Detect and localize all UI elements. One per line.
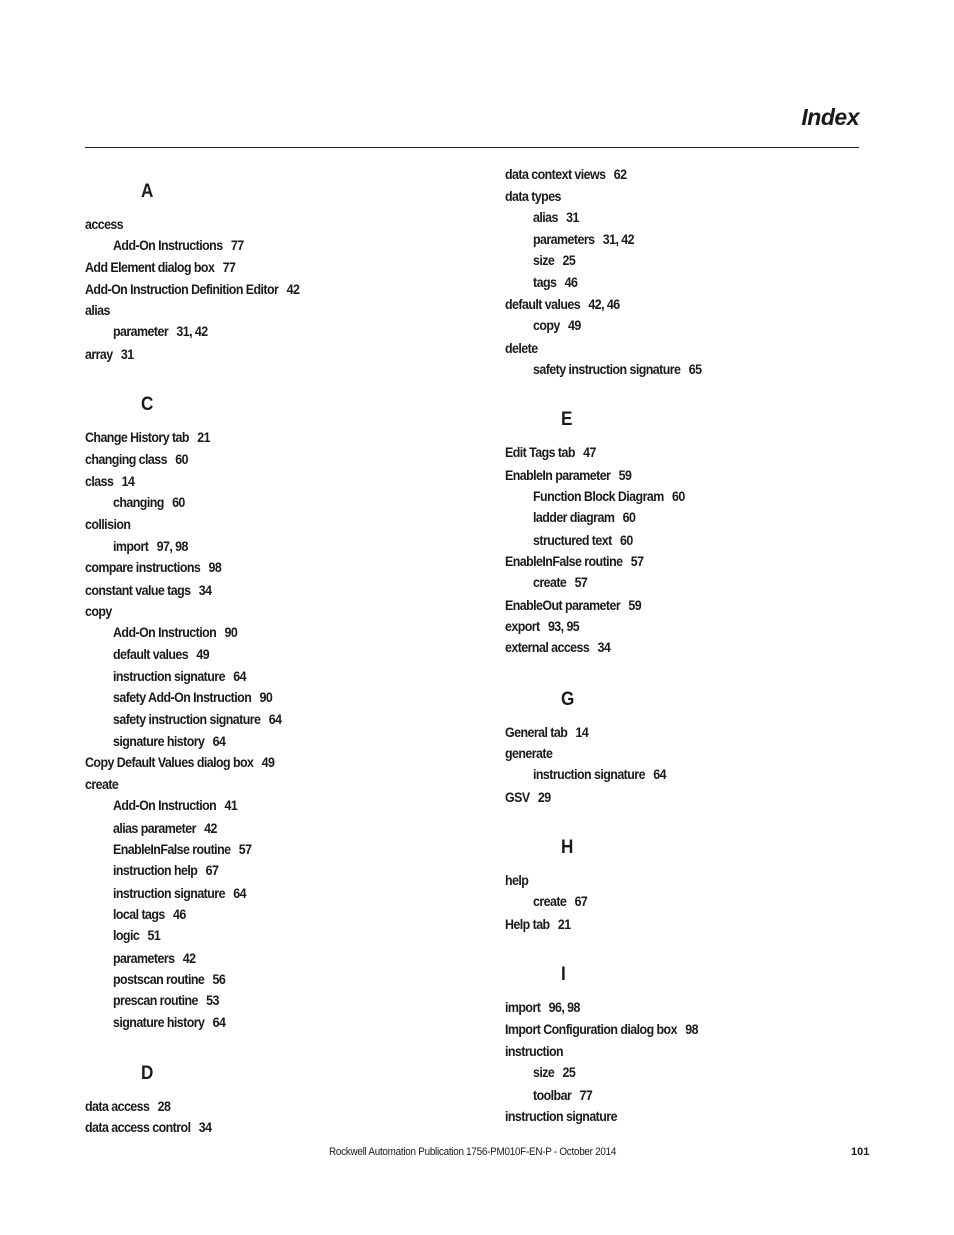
page-title: Index <box>801 104 859 130</box>
index-entry <box>505 598 641 614</box>
index-page-ref[interactable]: 21 <box>197 430 210 445</box>
index-entry <box>85 282 299 298</box>
index-term: data access <box>85 1099 150 1114</box>
index-term: Add Element dialog box <box>85 260 215 275</box>
index-entry <box>505 619 579 635</box>
index-term: data access control <box>85 1120 191 1135</box>
index-term: constant value tags <box>85 583 191 598</box>
index-page-ref[interactable]: 98 <box>208 560 222 575</box>
index-term: array <box>85 347 113 362</box>
index-term: Help tab <box>505 917 550 932</box>
index-term: tags <box>533 275 557 290</box>
index-term: create <box>533 894 567 909</box>
index-term: instruction <box>505 1044 564 1059</box>
index-term: copy <box>533 318 560 333</box>
index-page-ref[interactable]: 77 <box>230 238 244 253</box>
index-term: Change History tab <box>85 430 189 445</box>
index-entry <box>505 468 631 484</box>
index-page-ref[interactable]: 77 <box>222 260 236 275</box>
index-page-ref[interactable]: 41 <box>224 798 238 813</box>
index-subentry <box>113 842 251 858</box>
index-term: instruction signature <box>113 669 225 684</box>
index-page-ref[interactable]: 49 <box>196 647 210 662</box>
index-page-ref[interactable]: 31, 42 <box>176 324 208 339</box>
index-page-ref[interactable]: 31 <box>566 210 579 225</box>
index-subentry <box>113 712 281 728</box>
index-page-ref[interactable]: 46 <box>564 275 578 290</box>
index-entry <box>85 583 211 599</box>
index-term: alias <box>85 303 110 318</box>
index-page-ref[interactable]: 51 <box>147 928 161 943</box>
index-page-ref[interactable]: 64 <box>268 712 282 727</box>
index-page-ref[interactable]: 34 <box>597 640 611 655</box>
index-section-letter: C <box>141 394 154 415</box>
index-term: data context views <box>505 167 606 182</box>
index-term: logic <box>113 928 140 943</box>
index-term: EnableIn parameter <box>505 468 611 483</box>
index-subentry <box>113 993 219 1009</box>
index-subentry <box>113 972 225 988</box>
index-term: instruction signature <box>505 1109 617 1124</box>
index-page-ref[interactable]: 25 <box>562 1065 576 1080</box>
index-entry <box>85 260 235 276</box>
index-subentry <box>533 489 685 505</box>
index-term: access <box>85 217 124 232</box>
index-page-ref[interactable]: 97, 98 <box>156 539 188 554</box>
index-entry <box>85 604 112 620</box>
index-entry <box>505 1022 698 1038</box>
index-entry <box>505 873 528 889</box>
index-page-ref[interactable]: 31 <box>120 347 134 362</box>
index-term: default values <box>505 297 581 312</box>
index-entry <box>505 1044 563 1060</box>
index-page-ref[interactable]: 64 <box>653 767 666 782</box>
index-term: Import Configuration dialog box <box>505 1022 677 1037</box>
index-page-ref[interactable]: 60 <box>172 495 185 510</box>
index-page-ref[interactable]: 57 <box>630 554 644 569</box>
index-subentry <box>113 625 237 641</box>
index-page-ref[interactable]: 67 <box>574 894 588 909</box>
index-entry <box>505 725 588 741</box>
index-subentry <box>113 863 218 879</box>
index-page-ref[interactable]: 60 <box>175 452 189 467</box>
index-term: delete <box>505 341 538 356</box>
index-term: Edit Tags tab <box>505 445 575 460</box>
index-page-ref[interactable]: 67 <box>205 863 219 878</box>
index-term: instruction help <box>113 863 198 878</box>
index-term: signature history <box>113 734 205 749</box>
index-page-ref[interactable]: 42 <box>182 951 196 966</box>
index-page-ref[interactable]: 64 <box>233 669 246 684</box>
index-entry <box>85 1120 211 1136</box>
index-page-ref[interactable]: 29 <box>537 790 551 805</box>
index-term: size <box>533 1065 555 1080</box>
index-term: safety instruction signature <box>113 712 261 727</box>
index-term: size <box>533 253 555 268</box>
index-subentry <box>113 495 185 511</box>
index-term: import <box>505 1000 541 1015</box>
index-term: parameters <box>113 951 175 966</box>
index-subentry <box>533 210 579 226</box>
index-page-ref[interactable]: 28 <box>157 1099 171 1114</box>
index-term: prescan routine <box>113 993 198 1008</box>
index-term: external access <box>505 640 590 655</box>
index-subentry <box>533 253 575 269</box>
index-entry <box>505 167 627 183</box>
index-section-letter: E <box>561 409 573 430</box>
index-section-letter: H <box>561 837 574 858</box>
index-entry <box>505 554 643 570</box>
index-subentry <box>113 907 186 923</box>
index-page-ref[interactable]: 42 <box>204 821 217 836</box>
index-page-ref[interactable]: 60 <box>619 533 633 548</box>
index-page-ref[interactable]: 25 <box>562 253 576 268</box>
index-term: collision <box>85 517 131 532</box>
index-term: alias parameter <box>113 821 196 836</box>
index-page-ref[interactable]: 64 <box>233 886 246 901</box>
index-subentry <box>113 886 246 902</box>
index-page-ref[interactable]: 59 <box>618 468 632 483</box>
index-subentry <box>113 669 246 685</box>
index-entry <box>85 560 221 576</box>
index-subentry <box>533 894 587 910</box>
index-subentry <box>533 575 587 591</box>
index-term: class <box>85 474 114 489</box>
index-term: instruction signature <box>113 886 225 901</box>
index-term: compare instructions <box>85 560 201 575</box>
index-subentry <box>533 362 701 378</box>
index-page-ref[interactable]: 14 <box>121 474 135 489</box>
index-term: General tab <box>505 725 568 740</box>
index-entry <box>85 517 130 533</box>
index-page-ref[interactable]: 64 <box>212 734 226 749</box>
index-entry <box>505 341 538 357</box>
header-rule <box>85 147 859 148</box>
index-term: default values <box>113 647 189 662</box>
index-subentry <box>533 1065 575 1081</box>
index-subentry <box>113 821 217 837</box>
index-subentry <box>113 690 272 706</box>
index-term: import <box>113 539 149 554</box>
index-entry <box>85 217 123 233</box>
index-term: postscan routine <box>113 972 205 987</box>
index-term: Add-On Instructions <box>113 238 223 253</box>
index-entry <box>505 790 551 806</box>
page-number: 101 <box>851 1146 870 1158</box>
index-page-ref[interactable]: 42 <box>286 282 300 297</box>
index-term: Function Block Diagram <box>533 489 664 504</box>
index-term: copy <box>85 604 112 619</box>
index-term: instruction signature <box>533 767 645 782</box>
index-entry <box>85 452 188 468</box>
index-page-ref[interactable]: 65 <box>688 362 702 377</box>
index-subentry <box>113 238 244 254</box>
index-entry <box>85 430 210 446</box>
index-subentry <box>113 647 209 663</box>
index-term: ladder diagram <box>533 510 615 525</box>
index-subentry <box>533 767 666 783</box>
index-term: help <box>505 873 529 888</box>
index-subentry <box>533 275 577 291</box>
index-term: create <box>533 575 567 590</box>
index-term: parameter <box>113 324 169 339</box>
index-page-ref[interactable]: 57 <box>574 575 588 590</box>
index-term: Add-On Instruction Definition Editor <box>85 282 279 297</box>
index-entry <box>505 1109 617 1125</box>
index-page-ref[interactable]: 21 <box>557 917 571 932</box>
index-page-ref[interactable]: 14 <box>575 725 589 740</box>
index-entry <box>505 445 596 461</box>
index-page-ref[interactable]: 96, 98 <box>548 1000 580 1015</box>
index-section-letter: A <box>141 181 154 202</box>
index-page-ref[interactable]: 60 <box>622 510 636 525</box>
index-subentry <box>113 928 160 944</box>
index-page-ref[interactable]: 49 <box>261 755 275 770</box>
index-entry <box>505 1000 580 1016</box>
index-entry <box>505 746 552 762</box>
index-term: EnableOut parameter <box>505 598 621 613</box>
index-page-ref[interactable]: 57 <box>238 842 252 857</box>
index-subentry <box>533 232 634 248</box>
index-subentry <box>113 798 237 814</box>
index-page-ref[interactable]: 93, 95 <box>547 619 580 634</box>
index-term: generate <box>505 746 553 761</box>
index-entry <box>85 1099 170 1115</box>
index-entry <box>85 303 110 319</box>
index-subentry <box>113 1015 225 1031</box>
index-term: alias <box>533 210 558 225</box>
index-page-ref[interactable]: 59 <box>628 598 642 613</box>
index-term: signature history <box>113 1015 205 1030</box>
index-entry <box>505 917 571 933</box>
index-page-ref[interactable]: 56 <box>212 972 226 987</box>
index-entry <box>505 640 610 656</box>
publication-footer: Rockwell Automation Publication 1756-PM010F-EN-P - October 2014 <box>329 1146 617 1158</box>
index-page-ref[interactable]: 77 <box>579 1088 593 1103</box>
index-term: Copy Default Values dialog box <box>85 755 254 770</box>
index-term: EnableInFalse routine <box>113 842 231 857</box>
index-subentry <box>533 318 581 334</box>
index-page-ref[interactable]: 98 <box>685 1022 698 1037</box>
index-subentry <box>113 539 188 555</box>
index-page-ref[interactable]: 64 <box>212 1015 226 1030</box>
index-page-ref[interactable]: 90 <box>224 625 238 640</box>
index-entry <box>85 755 274 771</box>
index-term: export <box>505 619 540 634</box>
index-term: data types <box>505 189 561 204</box>
index-page-ref[interactable]: 47 <box>583 445 596 460</box>
index-entry <box>505 189 561 205</box>
index-term: EnableInFalse routine <box>505 554 623 569</box>
index-entry <box>85 347 134 363</box>
index-page-ref[interactable]: 34 <box>198 1120 212 1135</box>
index-section-letter: I <box>561 964 566 985</box>
index-entry <box>85 777 118 793</box>
index-page-ref[interactable]: 90 <box>259 690 273 705</box>
index-term: local tags <box>113 907 165 922</box>
index-page-ref[interactable]: 34 <box>198 583 212 598</box>
index-term: parameters <box>533 232 595 247</box>
index-page-ref[interactable]: 42, 46 <box>588 297 620 312</box>
index-section-letter: G <box>561 689 575 710</box>
index-term: toolbar <box>533 1088 572 1103</box>
index-page-ref[interactable]: 60 <box>671 489 685 504</box>
index-page-ref[interactable]: 49 <box>568 318 581 333</box>
index-term: Add-On Instruction <box>113 798 217 813</box>
index-page-ref[interactable]: 46 <box>173 907 186 922</box>
index-term: safety Add-On Instruction <box>113 690 252 705</box>
index-page-ref[interactable]: 53 <box>206 993 219 1008</box>
index-subentry <box>113 734 225 750</box>
index-subentry <box>533 533 633 549</box>
index-section-letter: D <box>141 1063 154 1084</box>
index-subentry <box>113 324 208 340</box>
index-term: changing <box>113 495 164 510</box>
index-subentry <box>533 1088 592 1104</box>
index-subentry <box>113 951 195 967</box>
index-subentry <box>533 510 635 526</box>
index-entry <box>85 474 134 490</box>
index-term: changing class <box>85 452 168 467</box>
index-term: GSV <box>505 790 530 805</box>
index-term: structured text <box>533 533 612 548</box>
index-term: safety instruction signature <box>533 362 681 377</box>
index-entry <box>505 297 620 313</box>
index-term: Add-On Instruction <box>113 625 217 640</box>
index-term: create <box>85 777 119 792</box>
index-page-ref[interactable]: 31, 42 <box>602 232 634 247</box>
index-page-ref[interactable]: 62 <box>613 167 627 182</box>
